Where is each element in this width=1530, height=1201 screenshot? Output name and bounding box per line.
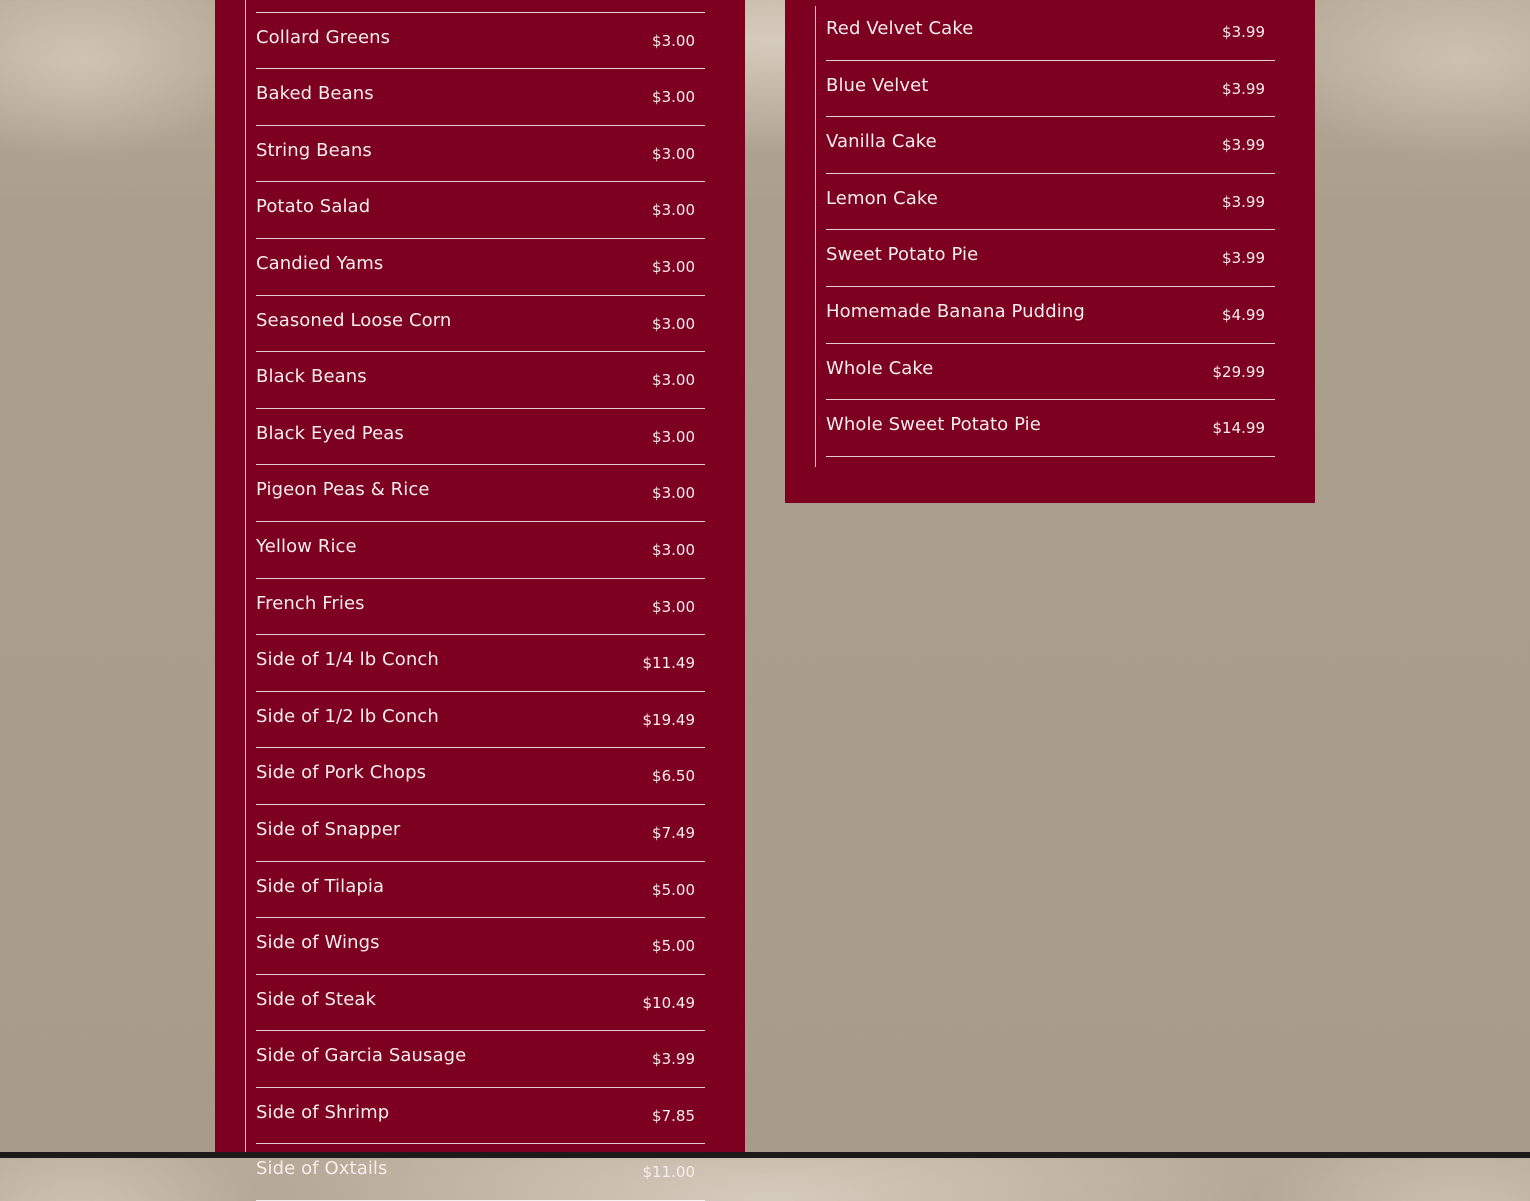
item-price: $3.00 (652, 201, 695, 220)
item-name: Side of Tilapia (256, 875, 385, 897)
item-price: $14.99 (1212, 419, 1265, 438)
item-name: Black Beans (256, 366, 367, 388)
menu-item-whole-sweet-potato-pie (826, 400, 1275, 457)
item-price: $11.00 (642, 1163, 695, 1182)
menu-item-lemon-cake (826, 174, 1275, 231)
item-name: Whole Sweet Potato Pie (826, 414, 1041, 436)
menu-item-candied-yams (256, 239, 705, 296)
menu-item-shrimp (256, 1088, 705, 1145)
item-price: $19.49 (642, 710, 695, 729)
item-name: Side of Wings (256, 932, 380, 954)
item-name: Side of 1/4 lb Conch (256, 649, 439, 671)
item-name: Side of Shrimp (256, 1101, 390, 1123)
menu-item-blue-velvet (826, 61, 1275, 118)
item-name: Baked Beans (256, 83, 374, 105)
item-price: $3.00 (652, 257, 695, 276)
item-name: Side of Garcia Sausage (256, 1045, 467, 1067)
item-name: String Beans (256, 139, 372, 161)
item-name: Candied Yams (256, 252, 384, 274)
item-price: $3.00 (652, 31, 695, 50)
sides-menu-panel (215, 0, 745, 1182)
item-price: $3.99 (1222, 23, 1265, 41)
item-price: $3.99 (1222, 192, 1265, 211)
item-price: $3.00 (652, 314, 695, 333)
menu-item-yellow-rice (256, 522, 705, 579)
menu-item-garcia-sausage (256, 1031, 705, 1088)
menu-item-steak (256, 975, 705, 1032)
item-name: Side of Steak (256, 988, 377, 1010)
menu-item-half-lb-conch (256, 692, 705, 749)
menu-item-sweet-potato-pie (826, 230, 1275, 287)
item-price: $11.49 (642, 654, 695, 673)
item-price: $3.00 (652, 427, 695, 446)
menu-item-wings (256, 918, 705, 975)
menu-item-quarter-lb-conch (256, 635, 705, 692)
menu-item-mac-cheese (256, 0, 705, 13)
item-price: $3.00 (652, 144, 695, 163)
item-name: Yellow Rice (256, 535, 357, 557)
item-price: $3.99 (652, 1050, 695, 1069)
menu-item-tilapia (256, 862, 705, 919)
menu-item-baked-beans (256, 69, 705, 126)
item-price: $3.00 (652, 371, 695, 390)
item-price: $29.99 (1212, 362, 1265, 381)
item-name: Whole Cake (826, 357, 934, 379)
bottom-edge-bar (0, 1152, 1530, 1158)
desserts-vertical-rule (815, 6, 816, 467)
menu-item-seasoned-loose-corn (256, 296, 705, 353)
item-name: Sweet Potato Pie (826, 244, 979, 266)
item-name: Lemon Cake (826, 187, 938, 209)
menu-item-snapper (256, 805, 705, 862)
menu-item-potato-salad (256, 182, 705, 239)
menu-item-red-velvet-cake (826, 4, 1275, 61)
item-name: Potato Salad (256, 196, 371, 218)
item-name: Side of Snapper (256, 818, 401, 840)
item-price: $10.49 (642, 993, 695, 1012)
item-price: $3.99 (1222, 79, 1265, 98)
item-price: $3.99 (1222, 136, 1265, 155)
menu-item-pork-chops (256, 748, 705, 805)
menu-item-vanilla-cake (826, 117, 1275, 174)
item-price: $3.00 (652, 88, 695, 107)
item-price: $5.00 (652, 937, 695, 956)
item-price: $7.85 (652, 1106, 695, 1125)
item-name: Pigeon Peas & Rice (256, 479, 430, 501)
item-name: Black Eyed Peas (256, 422, 404, 444)
item-price: $4.99 (1222, 305, 1265, 324)
item-name: Blue Velvet (826, 74, 929, 96)
menu-item-pigeon-peas-rice (256, 465, 705, 522)
item-price: $3.99 (1222, 249, 1265, 268)
menu-item-black-beans (256, 352, 705, 409)
desserts-menu-panel (785, 0, 1315, 503)
item-price: $6.50 (652, 767, 695, 786)
menu-item-whole-cake (826, 344, 1275, 401)
menu-item-french-fries (256, 579, 705, 636)
menu-item-collard-greens (256, 13, 705, 70)
item-price: $3.00 (652, 484, 695, 503)
desserts-menu-list (826, 4, 1275, 457)
item-name: Seasoned Loose Corn (256, 309, 452, 331)
sides-menu-list (256, 0, 705, 1201)
item-name: Red Velvet Cake (826, 18, 974, 39)
sides-vertical-rule (245, 0, 246, 1152)
item-name: Vanilla Cake (826, 131, 937, 153)
item-name: Side of Pork Chops (256, 762, 427, 784)
item-name: Collard Greens (256, 26, 391, 48)
item-name: Side of 1/2 lb Conch (256, 705, 439, 727)
item-name: Homemade Banana Pudding (826, 300, 1085, 322)
menu-item-string-beans (256, 126, 705, 183)
item-price: $5.00 (652, 880, 695, 899)
item-name: Side of Oxtails (256, 1158, 388, 1180)
item-price: $3.00 (652, 597, 695, 616)
item-name: French Fries (256, 592, 365, 614)
item-price: $3.00 (652, 540, 695, 559)
menu-item-black-eyed-peas (256, 409, 705, 466)
item-price: $7.49 (652, 823, 695, 842)
menu-item-banana-pudding (826, 287, 1275, 344)
